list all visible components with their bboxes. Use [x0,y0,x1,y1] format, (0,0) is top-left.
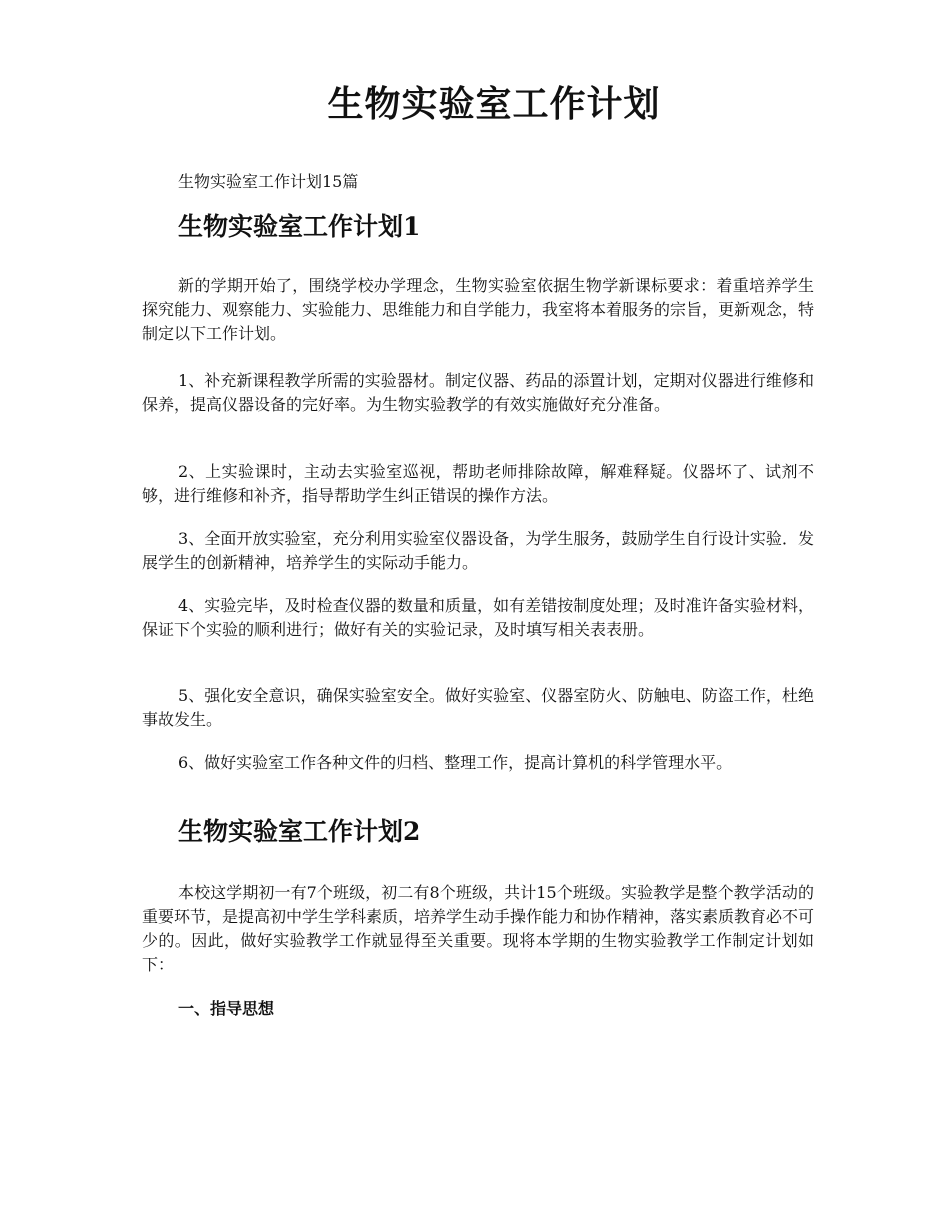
section-1-paragraph-item-1: 1、补充新课程教学所需的实验器材。制定仪器、药品的添置计划，定期对仪器进行维修和保养，提高仪器设备的完好率。为生物实验教学的有效实施做好充分准备。 [142,371,814,414]
section-1-paragraph-item-5: 5、强化安全意识，确保实验室安全。做好实验室、仪器室防火、防触电、防盗工作，杜绝事故发生。 [142,686,814,729]
document-subtitle: 生物实验室工作计划15篇 [178,172,359,191]
section-1-paragraph-intro: 新的学期开始了，围绕学校办学理念，生物实验室依据生物学新课标要求：着重培养学生探究能力、观察能力、实验能力、思维能力和自学能力，我室将本着服务的宗旨，更新观念，特制定以下工作计划。 [142,276,815,343]
section-1-paragraph-item-6: 6、做好实验室工作各种文件的归档、整理工作，提高计算机的科学管理水平。 [178,753,733,772]
section-1-paragraph-item-4: 4、实验完毕，及时检查仪器的数量和质量，如有差错按制度处理；及时准许备实验材料，保证下个实验的顺利进行；做好有关的实验记录，及时填写相关表表册。 [142,596,814,639]
document-title: 生物实验室工作计划 [327,83,661,125]
section-heading-2: 生物实验室工作计划2 [178,817,421,846]
section-2-paragraph-intro: 本校这学期初一有7个班级，初二有8个班级，共计15个班级。实验教学是整个教学活动的重要环节，是提高初中学生学科素质，培养学生动手操作能力和协作精神，落实素质教育必不可少的。因此，做好实验教学工作就显得至关重要。现将本学期的生物实验教学工作制定计划如下： [142,883,815,974]
section-1-paragraph-item-2: 2、上实验课时，主动去实验室巡视，帮助老师排除故障，解难释疑。仪器坏了、试剂不够，进行维修和补齐，指导帮助学生纠正错误的操作方法。 [142,462,814,505]
section-1-paragraph-item-3: 3、全面开放实验室，充分利用实验室仪器设备，为学生服务，鼓励学生自行设计实验．发展学生的创新精神，培养学生的实际动手能力。 [142,529,814,572]
section-2-subheading: 一、指导思想 [178,999,275,1018]
section-heading-1: 生物实验室工作计划1 [178,212,421,241]
